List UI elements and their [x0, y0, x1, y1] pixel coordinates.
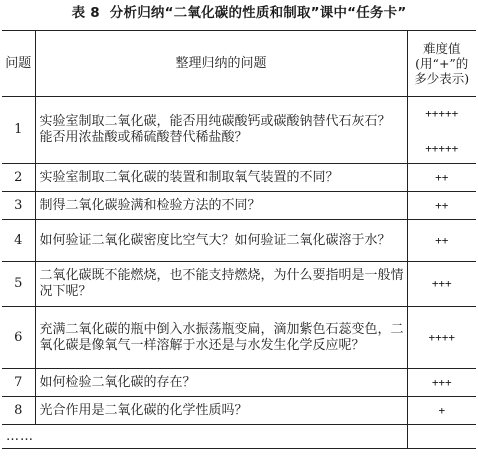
header-difficulty: [407, 31, 476, 97]
table-row-ellipsis: [2, 425, 476, 449]
row-question: [35, 97, 407, 164]
table-row: [2, 164, 476, 192]
table-title: 分析归纳“二氧化碳的性质和制取”课中“任务卡”: [109, 5, 407, 21]
table-row: [2, 97, 476, 164]
row-difficulty-mark: +++++: [425, 141, 459, 155]
row-difficulty: [407, 425, 476, 449]
table-row: [2, 369, 476, 397]
row-question: 充满二氧化碳的瓶中倒入水振荡瓶变扁，滴加紫色石蕊变色，二氧化碳是像氧气一样溶解于水还是与水发生化学反应呢？: [35, 307, 407, 369]
row-number: 4: [2, 220, 35, 262]
row-difficulty-mark: +++++: [425, 106, 459, 120]
row-question-line: 实验室制取二氧化碳，能否用纯碳酸钙或碳酸钠替代石灰石？: [39, 114, 391, 129]
row-question: 实验室制取二氧化碳的装置和制取氧气装置的不同？: [35, 164, 407, 192]
table-caption: [0, 4, 478, 22]
row-difficulty: +++: [407, 369, 476, 397]
row-difficulty: ++++: [407, 307, 476, 369]
table-row: [2, 397, 476, 425]
row-question: 如何验证二氧化碳密度比空气大？如何验证二氧化碳溶于水？: [35, 220, 407, 262]
row-number: 7: [2, 369, 35, 397]
table-header-row: [2, 31, 476, 97]
header-difficulty-line: 难度值: [422, 41, 461, 56]
row-question: 二氧化碳既不能燃烧，也不能支持燃烧，为什么要指明是一般情况下呢？: [35, 262, 407, 307]
row-question-line: 能否用浓盐酸或稀硫酸替代稀盐酸？: [39, 130, 248, 145]
row-difficulty: ++: [407, 192, 476, 220]
row-difficulty: ++: [407, 220, 476, 262]
row-difficulty: [407, 97, 476, 164]
ellipsis: ……: [2, 425, 407, 449]
task-card-table: [2, 30, 476, 449]
header-difficulty-line: 多少表示): [414, 71, 470, 86]
row-difficulty: ++: [407, 164, 476, 192]
table-row: [2, 192, 476, 220]
row-question: 如何检验二氧化碳的存在？: [35, 369, 407, 397]
table-number: 表 8: [71, 5, 100, 21]
row-number: 6: [2, 307, 35, 369]
header-question: 整理归纳的问题: [35, 31, 407, 97]
row-number: 2: [2, 164, 35, 192]
row-number: 8: [2, 397, 35, 425]
row-difficulty: +: [407, 397, 476, 425]
header-question-number: 问题: [2, 31, 35, 97]
table-row: [2, 220, 476, 262]
table-row: [2, 307, 476, 369]
row-question: 制得二氧化碳验满和检验方法的不同？: [35, 192, 407, 220]
row-difficulty: +++: [407, 262, 476, 307]
row-number: 1: [2, 97, 35, 164]
table-row: [2, 262, 476, 307]
row-number: 3: [2, 192, 35, 220]
row-number: 5: [2, 262, 35, 307]
header-difficulty-line: (用“+”的: [415, 56, 469, 71]
row-question: 光合作用是二氧化碳的化学性质吗？: [35, 397, 407, 425]
